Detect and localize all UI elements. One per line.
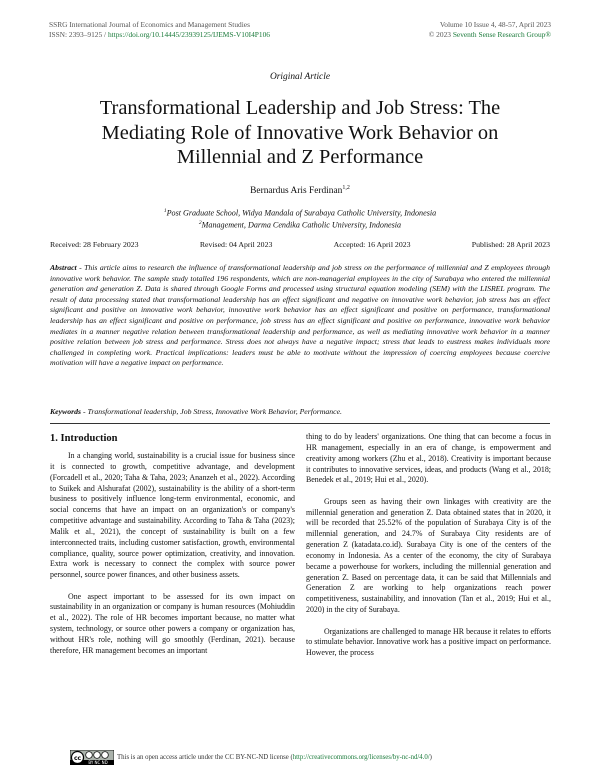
cc-license-icon — [70, 750, 114, 765]
keywords-text: - Transformational leadership, Job Stress, Innovative Work Behavior, Performance. — [81, 407, 342, 416]
abstract-text: - This article aims to research the influence of transformational leadership and job stress on the performance of millennial and Z employees through innovative work behavior. The sample study totalled 196 respondents, which are non-managerial employees in the city of Surabaya who entered the millennial generation and generation Z. Data is shared through Google Forms and processed using structural equation modeling (SEM) with the LISREL program. The result of data processing stated that transformational leadership has an effect significant and negative on innovative work behavior, job stress has an effect significant and positive on innovative work behavior, innovative work behavior has an effect significant and positive on performance, transformational leadership has an effect significant and positive on performance, job stress has an effect significant and positive on performance, innovative work behavior mediates in a manner negative relation between transformational leadership and performance, as well as mediating innovative work behavior in a manner positive relation between job stress and performance. Stress does not always have a negative impact; stress that leads to eustress makes individuals more challenged in completing work. Practical implications: leaders must be able to motivate without the impression of coercing employees because coercive motivation will have a negative impact on performance. — [50, 263, 550, 368]
body-paragraph: thing to do by leaders' organizations. One thing that can become a focus in HR management, especially in an era of change, is empowerment and creativity among workers (Zhu et al., 2018). Creativity is important because it contributes to innovative services, ideas, and products (Wang et al., 2018; Benedek et al., 2019; Hui et al., 2020). — [306, 432, 551, 485]
body-paragraph: In a changing world, sustainability is a crucial issue for business since it is connected to growth, competitive advantage, and development (Forcadell et al., 2020; Taha & Taha, 2023; Ananzeh et al., 2022). According to Suikek and Alshurafat (2002), sustainability is the ability of a short-term business to positively influence long-term environmental, economic, and social concerns that have an impact on an organization's or company's competitive advantage and sustainability. According to Taha & Taha (2023); Malik et al., 2021), the concept of sustainability is built on a few interconnected traits, including customer satisfaction, growth, environmental compliance, quality, source power optimization, creativity, and innovation. Extra work is necessary to connect the complex with source power personnel, source power finances, and other business assets. — [50, 451, 295, 580]
issn-doi-line — [49, 30, 270, 40]
svg-text:cc: cc — [73, 755, 82, 762]
keywords — [50, 407, 550, 416]
affiliation-text: Post Graduate School, Widya Mandala of Surabaya Catholic University, Indonesia — [166, 208, 437, 218]
affiliation-2 — [0, 220, 600, 230]
affiliation-sup: 1 — [163, 208, 167, 214]
date-revised: Revised: 04 April 2023 — [199, 240, 273, 249]
date-received: Received: 28 February 2023 — [50, 240, 139, 249]
publisher-link[interactable]: Seventh Sense Research Group® — [452, 29, 551, 39]
running-header-left — [49, 20, 270, 39]
date-accepted: Accepted: 16 April 2023 — [333, 240, 411, 249]
paper-title: Transformational Leadership and Job Stress: The Mediating Role of Innovative Work Behavior on Millennial and Z Performance — [99, 97, 501, 169]
copyright-prefix: © 2023 — [428, 29, 453, 39]
license-link[interactable]: http://creativecommons.org/licenses/by-nc-nd/4.0/ — [292, 754, 430, 761]
article-type: Original Article — [270, 72, 330, 82]
running-header-right — [429, 20, 551, 39]
keywords-label: Keywords — [50, 407, 81, 416]
affiliation-1 — [0, 208, 600, 218]
journal-name: SSRG International Journal of Economics and Management Studies — [49, 20, 250, 29]
article-dates — [50, 240, 550, 249]
doi-link[interactable]: https://doi.org/10.14445/23939125/IJEMS-V10I4P106 — [107, 29, 270, 39]
author-name: Bernardus Aris Ferdinan — [250, 186, 343, 197]
license-suffix: ) — [429, 754, 432, 761]
cc-badge-text: BY NC ND — [88, 760, 108, 765]
section-heading: 1. Introduction — [50, 433, 118, 444]
body-paragraph: Groups seen as having their own linkages with creativity are the millennial generation and generation Z. Data obtained states that in 2020, it will be recorded that 25.52% of the population of Surabaya City is of the millennial generation, and 24.7% of Surabaya City residents are of generation Z (katadata.co.id). Surabaya City is one of the centers of the economy in Indonesia. As a center of the economy, the city of Surabaya became a powerhouse for workers, including the millennial generation and generation Z. Based on percentage data, it can be said that Millennials and Generation Z are working to help organizations reach power competitiveness, sustainability, and innovation (Tan et al., 2019; Hui et al., 2020) in the city of Surabaya. — [306, 496, 551, 615]
body-paragraph: One aspect important to be assessed for its own impact on sustainability in an organization or company is human resources (Mohiuddin et al., 2022). The role of HR becomes important because, no matter what system, technology, or source other powers a company or organization has, without HR's role, nothing will go smoothly (Ferdinan, 2021). because therefore, HR management becomes an important — [50, 591, 295, 655]
license-footer — [70, 750, 432, 765]
copyright-line — [429, 30, 551, 40]
affiliation-text: Management, Darma Cendika Catholic University, Indonesia — [201, 220, 402, 230]
body-column-right — [306, 432, 551, 670]
affiliation-sup: 2 — [198, 220, 202, 226]
issn: ISSN: 2393–9125 / — [49, 29, 108, 39]
date-published: Published: 28 April 2023 — [471, 240, 550, 249]
author-line — [0, 185, 600, 196]
volume-info: Volume 10 Issue 4, 48-57, April 2023 — [439, 20, 551, 29]
author-sup: 1,2 — [342, 185, 350, 191]
body-column-left — [50, 432, 295, 667]
body-paragraph: Organizations are challenged to manage HR because it relates to efforts to stimulate behavior. Innovative work has a positive impact on performance. However, the process — [306, 626, 551, 658]
section-divider — [50, 423, 550, 424]
license-prefix: This is an open access article under the CC BY-NC-ND license ( — [117, 754, 293, 761]
abstract — [50, 263, 550, 369]
cc-badge-graphic — [70, 750, 114, 765]
abstract-label: Abstract — [50, 263, 77, 272]
